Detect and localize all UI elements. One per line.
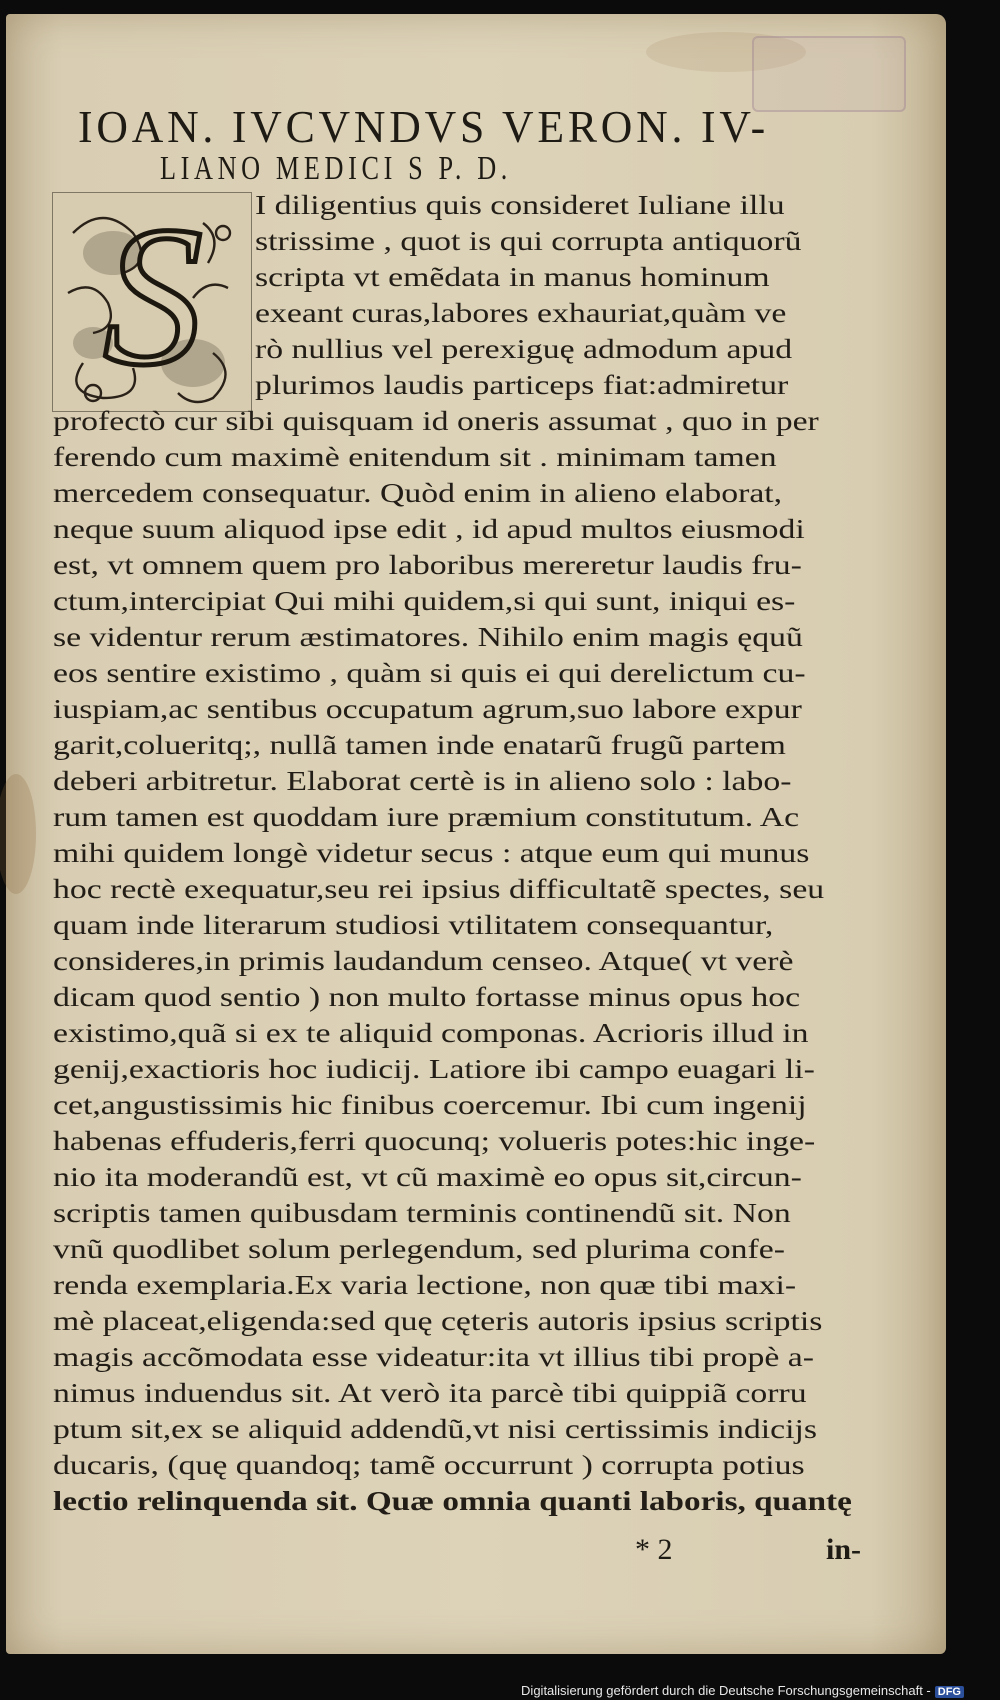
text-line: genij,exactioris hoc iudicij. Latiore ibi campo euagari li- [53, 1054, 815, 1084]
text-line: quam inde literarum studiosi vtilitatem consequantur, [53, 910, 774, 940]
ornament-initial-icon [53, 193, 251, 411]
text-line: profectò cur sibi quisquam id oneris assumat , quo in per [53, 406, 819, 436]
text-line: nio ita moderandũ est, vt cũ maximè eo opus sit,circun- [53, 1162, 802, 1192]
text-line: eos sentire existimo , quàm si quis ei qui derelictum cu- [53, 658, 806, 688]
page-stain [0, 774, 36, 894]
text-line: mè placeat,eligenda:sed quę cęteris autoris ipsius scriptis [53, 1306, 823, 1336]
text-line: plurimos laudis particeps fiat:admiretur [255, 370, 789, 400]
text-line: hoc rectè exequatur,seu rei ipsius difficultatẽ spectes, seu [53, 874, 825, 904]
text-line: lectio relinquenda sit. Quæ omnia quanti laboris, quantę [53, 1486, 852, 1516]
text-line: I diligentius quis consideret Iuliane illu [255, 190, 785, 220]
text-line: ducaris, (quę quandoq; tamẽ occurrunt ) corrupta potius [53, 1450, 805, 1480]
digitization-credit [521, 1683, 964, 1698]
text-line: ferendo cum maximè enitendum sit . minimam tamen [53, 442, 777, 472]
text-line: deberi arbitretur. Elaborat certè is in alieno solo : labo- [53, 766, 792, 796]
text-line: rum tamen est quoddam iure præmium constitutum. Ac [53, 802, 800, 832]
text-line: consideres,in primis laudandum censeo. Atque( vt verè [53, 946, 794, 976]
decorated-initial [52, 192, 252, 412]
catchword: in- [826, 1533, 862, 1566]
text-line: est, vt omnem quem pro laboribus mereretur laudis fru- [53, 550, 802, 580]
text-line: exeant curas,labores exhauriat,quàm ve [255, 298, 787, 328]
text-line: mercedem consequatur. Quòd enim in alieno elaborat, [53, 478, 783, 508]
text-line: garit,colueritq;, nullã tamen inde enatarũ frugũ partem [53, 730, 786, 760]
signature-mark: * 2 [635, 1533, 673, 1566]
text-line: habenas effuderis,ferri quocunq; volueris potes:hic inge- [53, 1126, 816, 1156]
dfg-logo-icon: DFG [935, 1686, 964, 1698]
text-line: ctum,intercipiat Qui mihi quidem,si qui sunt, iniqui es- [53, 586, 796, 616]
text-line: cet,angustissimis hic finibus coercemur. Ibi cum ingenij [53, 1090, 807, 1120]
text-line: scriptis tamen quibusdam terminis continendũ sit. Non [53, 1198, 791, 1228]
heading-line-1: IOAN. IVCVNDVS VERON. IV- [78, 101, 770, 152]
text-line: scripta vt emẽdata in manus hominum [255, 262, 770, 292]
heading-line-2: LIANO MEDICI S P. D. [160, 150, 512, 187]
text-line: se videntur rerum æstimatores. Nihilo enim magis ęquũ [53, 622, 803, 652]
text-line: dicam quod sentio ) non multo fortasse minus opus hoc [53, 982, 801, 1012]
text-line: iuspiam,ac sentibus occupatum agrum,suo labore expur [53, 694, 802, 724]
credit-text: Digitalisierung gefördert durch die Deutsche Forschungsgemeinschaft - [521, 1683, 931, 1698]
drop-cap-letter: S [103, 193, 203, 407]
text-line: nimus induendus sit. At verò ita parcè tibi quippiã corru [53, 1378, 807, 1408]
text-line: magis accõmodata esse videatur:ita vt illius tibi propè a- [53, 1342, 815, 1372]
footer-bar [0, 1680, 1000, 1700]
text-line: vnũ quodlibet solum perlegendum, sed plurima confe- [53, 1234, 786, 1264]
text-line: ptum sit,ex se aliquid addendũ,vt nisi certissimis indicijs [53, 1414, 818, 1444]
text-line: strissime , quot is qui corrupta antiquorũ [255, 226, 802, 256]
text-line: neque suum aliquod ipse edit , id apud multos eiusmodi [53, 514, 805, 544]
text-line: renda exemplaria.Ex varia lectione, non quæ tibi maxi- [53, 1270, 797, 1300]
text-line: mihi quidem longè videtur secus : atque eum qui munus [53, 838, 810, 868]
text-line: rò nullius vel perexiguę admodum apud [255, 334, 793, 364]
text-line: existimo,quã si ex te aliquid componas. Acrioris illud in [53, 1018, 809, 1048]
